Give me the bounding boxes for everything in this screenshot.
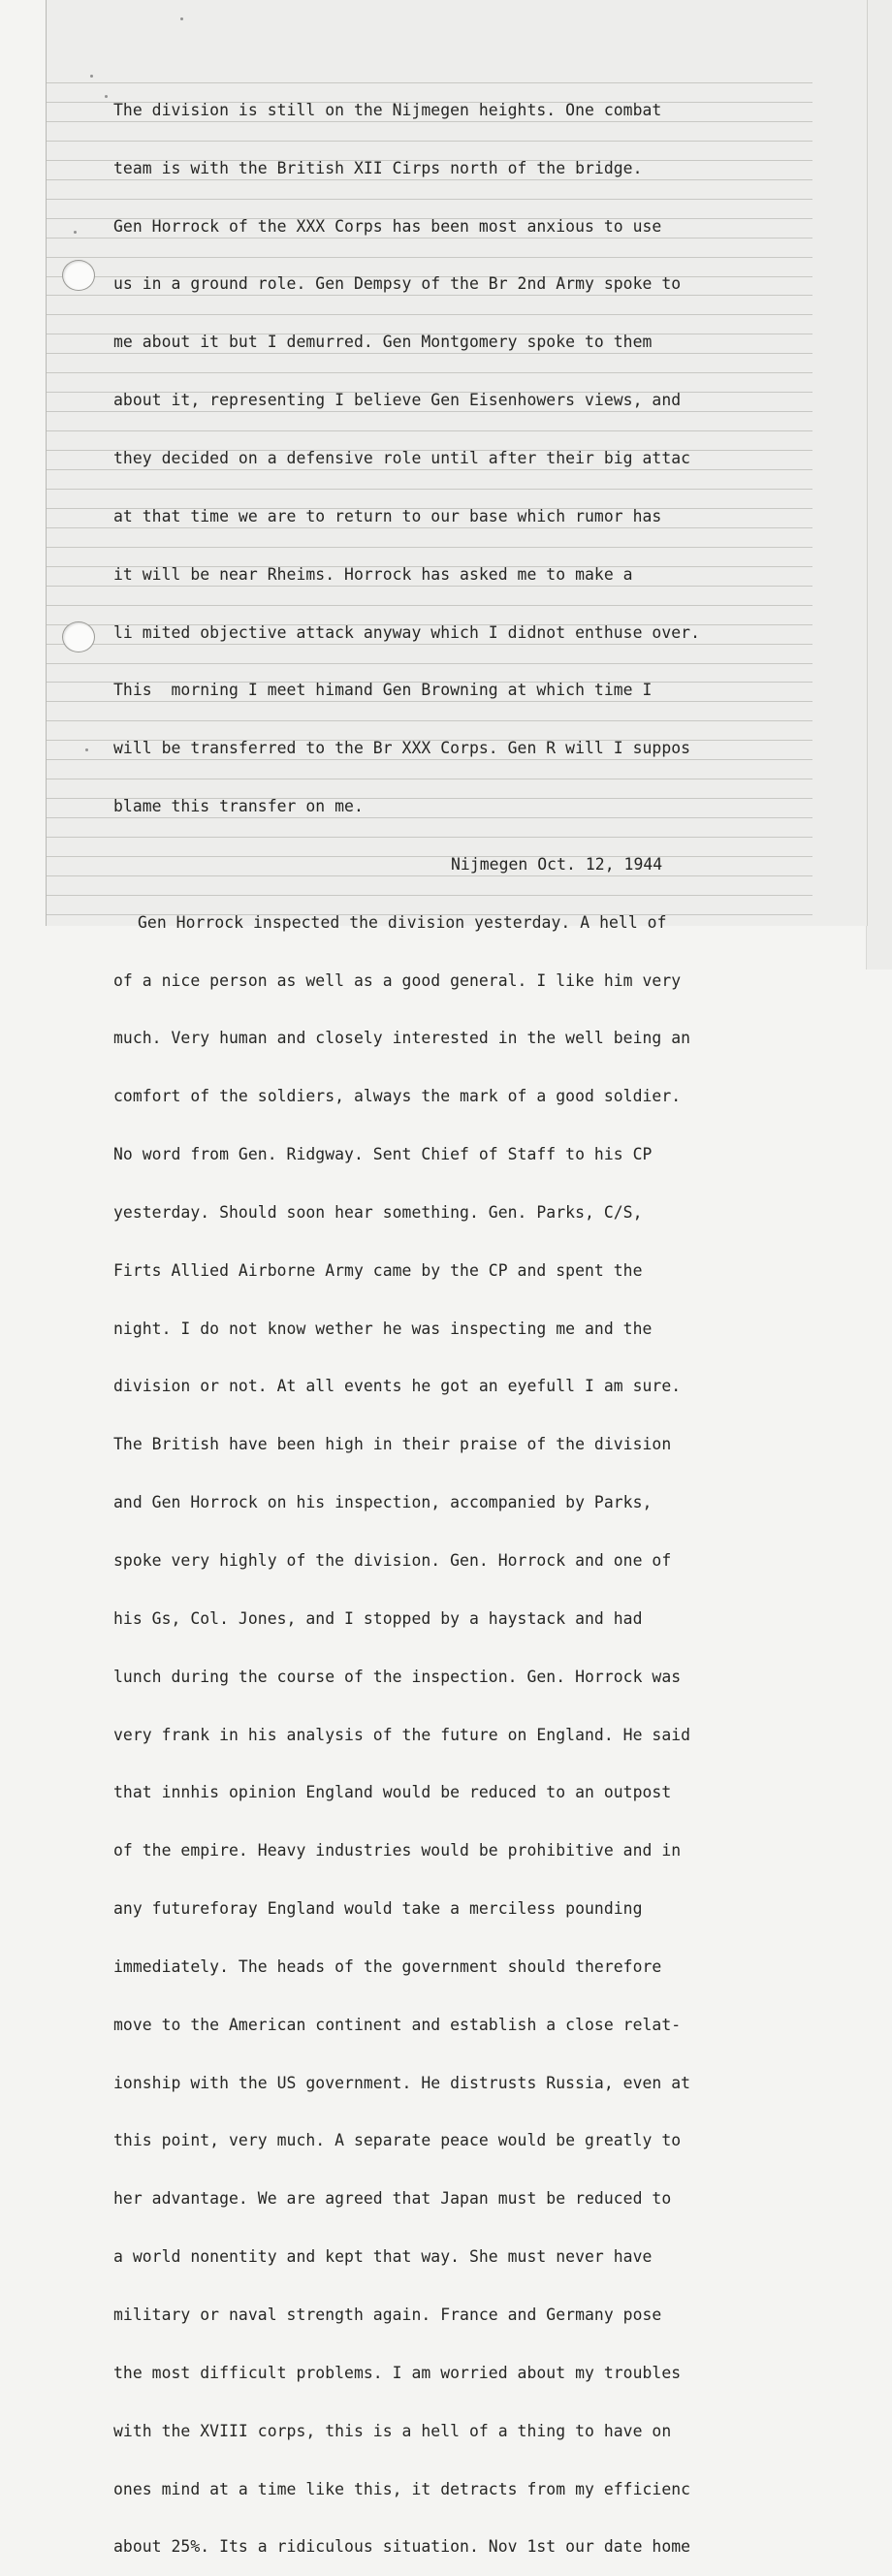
ink-speck — [180, 17, 183, 20]
ink-speck — [105, 95, 108, 98]
ink-speck — [90, 75, 93, 78]
text-line: about it, representing I believe Gen Eisenhowers views, and — [113, 391, 682, 410]
text-line: and Gen Horrock on his inspection, accompanied by Parks, — [113, 1493, 653, 1512]
text-line: very frank in his analysis of the future on England. He said — [113, 1725, 691, 1744]
text-line: me about it but I demurred. Gen Montgomery spoke to them — [113, 333, 653, 352]
text-line: any futureforay England would take a merciless pounding — [113, 1899, 643, 1919]
text-line: they decided on a defensive role until after their big attac — [113, 448, 691, 467]
ink-speck — [85, 748, 88, 751]
text-line: move to the American continent and establish a close relat- — [113, 2015, 682, 2034]
text-line: immediately. The heads of the government should therefore — [113, 1956, 662, 1976]
text-line: This morning I meet himand Gen Browning at which time I — [113, 681, 653, 700]
text-line: of a nice person as well as a good general. I like him very — [113, 970, 682, 990]
text-line: military or naval strength again. France and Germany pose — [113, 2305, 662, 2324]
text-line: Firts Allied Airborne Army came by the CP and spent the — [113, 1260, 643, 1280]
adjacent-page-edge — [866, 0, 892, 970]
text-line: lunch during the course of the inspection. Gen. Horrock was — [113, 1667, 682, 1686]
text-line: blame this transfer on me. — [113, 797, 364, 816]
text-line: the most difficult problems. I am worried about my troubles — [113, 2363, 682, 2382]
text-line: that innhis opinion England would be reduced to an outpost — [113, 1783, 672, 1802]
text-line: about 25%. Its a ridiculous situation. Nov 1st our date home — [113, 2537, 691, 2557]
text-line: Gen Horrock inspected the division yesterday. A hell of — [138, 912, 667, 932]
text-line: The division is still on the Nijmegen heights. One combat — [113, 100, 662, 119]
dateline: Nijmegen Oct. 12, 1944 — [451, 854, 663, 874]
text-line: li mited objective attack anyway which I didnot enthuse over. — [113, 622, 700, 642]
text-line: ionship with the US government. He distrusts Russia, even at — [113, 2073, 691, 2092]
text-line: comfort of the soldiers, always the mark of a good soldier. — [113, 1087, 682, 1106]
text-line: No word from Gen. Ridgway. Sent Chief of Staff to his CP — [113, 1145, 653, 1164]
text-line: much. Very human and closely interested in the well being an — [113, 1029, 691, 1048]
text-line: team is with the British XII Cirps north of the bridge. — [113, 158, 643, 177]
text-line: his Gs, Col. Jones, and I stopped by a haystack and had — [113, 1608, 643, 1628]
ink-speck — [74, 231, 77, 234]
text-line: it will be near Rheims. Horrock has asked me to make a — [113, 564, 633, 584]
text-line: this point, very much. A separate peace would be greatly to — [113, 2131, 682, 2150]
text-line: with the XVIII corps, this is a hell of a thing to have on — [113, 2421, 672, 2440]
text-line: us in a ground role. Gen Dempsy of the Br 2nd Army spoke to — [113, 274, 682, 294]
text-line: will be transferred to the Br XXX Corps. Gen R will I suppos — [113, 739, 691, 758]
text-line: division or not. At all events he got an eyefull I am sure. — [113, 1377, 682, 1396]
text-line: night. I do not know wether he was inspecting me and the — [113, 1319, 653, 1338]
text-line: ones mind at a time like this, it detracts from my efficienc — [113, 2479, 691, 2498]
text-line: spoke very highly of the division. Gen. Horrock and one of — [113, 1551, 672, 1570]
text-line: at that time we are to return to our base which rumor has — [113, 506, 662, 525]
punch-hole-lower — [62, 621, 95, 652]
text-line: Gen Horrock of the XXX Corps has been most anxious to use — [113, 216, 662, 236]
text-line: The British have been high in their praise of the division — [113, 1435, 672, 1454]
punch-hole-upper — [62, 260, 95, 291]
typewritten-diary-text — [113, 62, 821, 2576]
text-line: of the empire. Heavy industries would be prohibitive and in — [113, 1841, 682, 1860]
text-line: her advantage. We are agreed that Japan must be reduced to — [113, 2189, 672, 2209]
text-line: a world nonentity and kept that way. She must never have — [113, 2247, 653, 2267]
text-line: yesterday. Should soon hear something. Gen. Parks, C/S, — [113, 1202, 643, 1222]
